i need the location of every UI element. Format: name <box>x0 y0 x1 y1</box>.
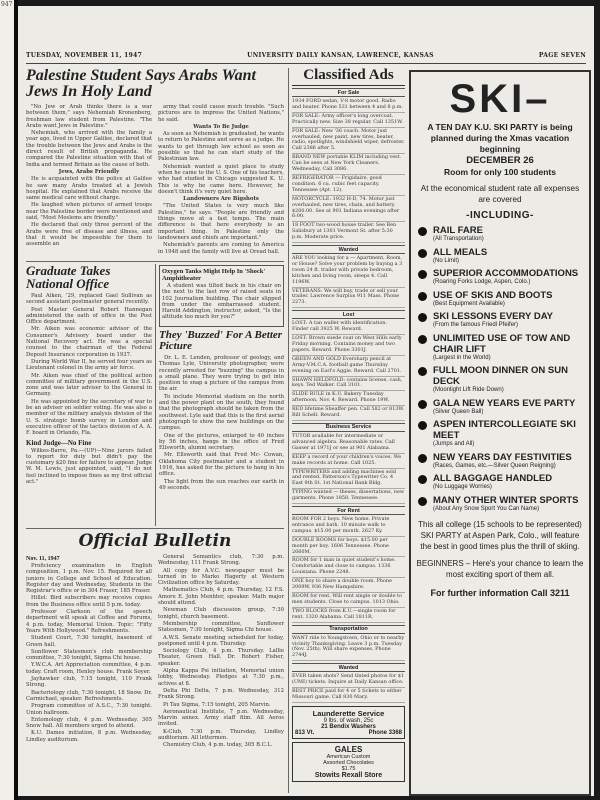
palestine-paragraph: Nehemiah's parents are coming to America in 1948 and the family will live at Oread hall. <box>158 242 284 255</box>
palestine-paragraph: Jews, Arabs Friendly <box>58 168 120 175</box>
classified-ad: BRAND NEW portable KLIM including vest. Can be seen at New York Cleaners. Wednesday, Call 3086. <box>292 154 405 175</box>
palestine-column-1 <box>26 104 152 256</box>
palestine-paragraph: Wants To Be Judge <box>193 123 249 130</box>
palestine-headline: Palestine Student Says Arabs Want Jews In Holy Land <box>26 68 256 100</box>
ski-party-ad <box>409 70 591 796</box>
graduate-paragraph: Post Master General Robert Hannegan administered the oath of office in the Post Office department. <box>26 306 152 326</box>
classified-ad: ROOM for 1 man in quiet student's home. Comfortable and close to campus. 1336 Louisiana. Phone 2248. <box>292 557 405 578</box>
bullet-dot-icon <box>418 475 427 484</box>
buzzed-paragraph: To include Memorial stadium on the north and the power plant on the south, they found that the photograph should be taken from the southwest. Lyle said that this is the first aerial photograph to show the new buildings on the campus. <box>159 393 284 432</box>
palestine-paragraph: army that could cause much trouble. "Such pictures are to impress the United Nations," he said. <box>158 104 284 123</box>
classified-ads <box>292 68 405 794</box>
classified-ad: LOST: Brown suede coat on West Hills early Friday morning. Contains money and two papers. Reward. Phone 3301J. <box>292 335 405 356</box>
classified-section-heading: Business Service <box>292 423 405 432</box>
graduate-headline: Graduate Takes National Office <box>26 264 111 291</box>
classified-ad: GREEN AND GOLD Eversharp pencil at Army-V.M.C.A. football game Thursday evening on Earl's Aggie. Reward. Call 2701. <box>292 356 405 377</box>
palestine-paragraph: Nehemiah, who arrived with the family a year ago, lived in Upper Galilee, declared that the trouble between the Jews and Arabs is the direct result of British propaganda. He compared the Palestine situation with that of India and termed Britain as the cause of both. <box>26 130 152 168</box>
ski-feature <box>416 225 584 244</box>
palestine-paragraph: Landowners Are Bigshots <box>183 196 259 203</box>
classified-section-heading: Lost <box>292 310 405 319</box>
palestine-paragraph: He laughed when pictures of armed troops near the Palestine border were mentioned and said, "Most Moslems are friendly." <box>26 202 152 222</box>
buzzed-paragraph: The light from the sun reaches our earth in 49 seconds. <box>159 478 284 491</box>
classified-ad: TYPEWRITERS and adding machines sold and rented. Patterson's Typewriter Co. 4 East 9th St. 1st National Bank Bldg. <box>292 469 405 490</box>
bulletin-item: Pi Tau Sigma, 7:15 tonight, 205 Marvin. <box>163 701 271 708</box>
bulletin-item: Hillel: Bird subscribers may receive copies from the Business office until 5 p.m. today. <box>26 595 152 608</box>
palestine-paragraph: As soon as Nehemiah is graduated, he wants to return to Palestine and serve as a judge. He wants to get through law school as soon as possible so that he can start study of the Palestinian law. <box>158 131 284 163</box>
buzzed-headline: They 'Buzzed' For A Better Picture <box>159 330 283 352</box>
ski-feature-title: FULL MOON DINNER ON SUN DECK <box>433 365 568 387</box>
ski-features <box>416 225 584 513</box>
graduate-paragraph: During World War II, he served four years as Lieutenant colonel in the army air force. <box>26 358 152 372</box>
classified-ad: SHAWN HELDFOLD: contains license, cash, keys. Ted Walker. Call 3101. <box>292 377 405 392</box>
bulletin-item: Aeronautical Institute, 7 p.m. Wednesday, Marvin annex. Army staff film. All Aeros invited. <box>158 708 284 728</box>
graduate-story <box>26 264 152 526</box>
ski-feature-subtitle: (Silver Queen Ball) <box>433 408 484 415</box>
ski-feature <box>416 473 584 492</box>
newspaper-page <box>18 6 594 796</box>
ski-feature-subtitle: (Largest in the World) <box>433 354 491 361</box>
masthead-page: PAGE SEVEN <box>538 52 586 59</box>
ski-feature-subtitle: (From the famous Friedl Pfeifer) <box>433 322 519 328</box>
ski-feature <box>416 495 584 514</box>
ski-feature <box>416 268 584 287</box>
palestine-paragraph: "The United States is very much like Palestine," he says. "People are friendly and things move at a fast tempo. The main difference is that here everybody is an important thing. In Palestine only the landowners and chiefs are important." <box>158 203 284 241</box>
official-bulletin <box>26 531 284 793</box>
ski-feature <box>416 333 584 363</box>
classified-ad: 1934 FORD sedan, V-8 motor good. Radio and heater. Phone 531 between 4 and 8 p.m. <box>292 98 405 113</box>
bullet-dot-icon <box>418 454 427 463</box>
bulletin-item: General Semantics club, 7:30 p.m. Wednesday, 111 Frank Strong. <box>158 554 284 567</box>
launderette-street: 813 Vt. <box>295 729 315 736</box>
ski-feature <box>416 398 584 417</box>
bullet-dot-icon <box>418 227 427 236</box>
bulletin-item: Chemistry Club, 4 p.m. today, 305 B.C.L. <box>163 742 273 749</box>
ski-feature <box>416 452 584 471</box>
ski-feature-title: RAIL FARE <box>433 225 483 236</box>
bulletin-title: Official Bulletin <box>78 531 232 551</box>
gales-price: $1.75 <box>341 765 356 772</box>
bulletin-item: Proficiency examination in English composition, 1 p.m. Nov. 15. Required for all juniors in College and School of Education. Register day and Wednesday, Students in the Registrar's office or in 304 Fraser, 185 Fraser. <box>26 563 152 595</box>
bulletin-item: Newman Club discussion group, 7:30 tonight, church basement. <box>158 607 284 620</box>
bullet-dot-icon <box>418 313 427 322</box>
classified-ad: ROOM FOR 2 boys. New home. Private entrance and bath. 10 minute walk to campus. $15.00 per month. 2627 Ky. <box>292 516 405 537</box>
palestine-paragraph: "No Jew or Arab thinks there is a war between them," says Nehemiah Kronenberg, freshman law student from Palestine. "The Arabs want Jews in Palestine." <box>26 104 152 129</box>
classified-sections <box>292 88 405 703</box>
classified-title: Classified Ads <box>292 68 405 86</box>
classified-ad: ROOM for rent. Will rent single or double to men students. Close to campus. 1013 Ohio. <box>292 593 405 608</box>
ski-feature-title: SKI LESSONS EVERY DAY <box>433 311 554 322</box>
masthead <box>26 52 586 64</box>
bulletin-item: Sunflower Statesmen's club membership committee, 7:30 tonight, Sigma Chi house. <box>26 648 152 662</box>
ski-feature-subtitle: (Jumps and All) <box>433 441 475 447</box>
gales-line2: Assorted Chocolates <box>323 759 374 766</box>
launderette-price: 9 lbs. of wash, 25c <box>323 717 374 724</box>
buzzed-story <box>159 330 284 526</box>
gales-ad <box>292 742 405 782</box>
oxygen-headline: Oxygen Tanks Might Help In 'Shock' Amphitheater <box>162 268 266 282</box>
masthead-date: TUESDAY, NOVEMBER 11, 1947 <box>26 52 143 59</box>
launderette-address: 21 Bendix Washers <box>321 723 376 730</box>
bulletin-item: Alpha Kappa Psi initiation, Memorial union lobby, Wednesday. Pledges at 7:30 p.m., actives at 8. <box>158 668 284 687</box>
classified-ad: MOTORCYCLE: 1932 H-D, 74. Motor just overhauled, new tires, chain, and battery. $200.00. See at 901 Indiana evenings after 6:00. <box>292 196 405 223</box>
graduate-paragraph: Paul Aiken, '29, replaced Gael Sullivan as second assistant postmaster general recently. <box>26 293 152 306</box>
gutter-fragment: 947 <box>1 1 13 8</box>
bulletin-item: K-Club, 7:30 p.m. Thursday, Lindley auditorium. All lettermen. <box>158 728 284 742</box>
gales-line1: American Custom <box>326 753 371 760</box>
launderette-name: Launderette Service <box>312 708 385 718</box>
ski-feature-subtitle: (About Any Snow Sport You Can Name) <box>433 505 540 512</box>
ski-beginners: BEGINNERS – Here's your chance to learn the most exciting sport of them all. <box>416 559 584 579</box>
oxygen-text: A student was tilted back in his chair on the next to the last row of raised seats in 102 Journalism building. The chair slipped from under the embarrassed student. Harold Addington, instructor, asked, "Is the altitude too much for you?" <box>162 283 281 321</box>
classified-section-heading: Transportation <box>292 625 405 634</box>
oxygen-story <box>159 265 284 327</box>
palestine-story <box>26 68 284 260</box>
bullet-dot-icon <box>418 292 427 301</box>
bulletin-item: Membership committee, Sunflower Statesmen, 7:30 tonight, Sigma Chi house. <box>158 620 284 634</box>
ski-feature <box>416 290 584 309</box>
bulletin-column-2 <box>158 554 284 750</box>
launderette-ad <box>292 706 405 739</box>
classified-ad: REFRIGERATOR — Frigidaire, good condition. 6 cu. cubic feet capacity. Tennessee (Apt. 12). <box>292 175 405 196</box>
ski-feature-subtitle: (Races, Games, etc.—Silver Queen Reigning) <box>433 462 556 469</box>
kind-judge-headline: Kind Judge—No Fine <box>26 438 92 447</box>
ski-feature-title: UNLIMITED USE OF TOW AND CHAIR LIFT <box>433 332 571 355</box>
ski-feature-subtitle: (Roaring Forks Lodge, Aspen, Colo.) <box>433 279 531 285</box>
ski-date: DECEMBER 26 <box>466 155 534 166</box>
ski-feature-subtitle: (No Luggage Worries) <box>433 484 492 490</box>
palestine-column-2 <box>158 104 284 256</box>
bullet-dot-icon <box>418 335 427 344</box>
ski-feature-title: SUPERIOR ACCOMMODATIONS <box>433 268 579 279</box>
classified-ad: VETERANS: We will buy, trade or sell your trailer. Lawrence Surplus 911 Mass. Phone 2273. <box>292 288 405 309</box>
gales-name: GALES <box>334 744 363 754</box>
bulletin-item: Sociology Club, 4 p.m. Thursday. Lallie Theater, Green Hall. Dr. Robert Fisher, speaker. <box>158 648 284 667</box>
ski-feature <box>416 247 584 266</box>
classified-section-heading: Wanted <box>292 663 405 672</box>
classified-section-heading: Wanted <box>292 245 405 254</box>
ski-feature <box>416 419 584 449</box>
ski-limit: Room for only 100 students <box>444 167 556 177</box>
buzzed-paragraph: Dr. L. E. Lenden, professor of geology, and Thomas Lyle, University photographer, were recently arrested for "buzzing" the campus in a small plane. They were trying to get into position to snap a picture of the campus from the air. <box>159 355 284 393</box>
classified-ad: FOR SALE: New '36 coach. Motor just overhauled, new paint, new tires, heater, radio, spotlights, windshield wiper, defroster. Call 2386 after 5. <box>292 128 405 155</box>
ski-feature <box>416 311 584 330</box>
ski-feature-title: MANY OTHER WINTER SPORTS <box>433 494 579 506</box>
graduate-paragraph: He was appointed by the secretary of war to be an adviser on soldier voting. He was also a member of the military analysis division of the U. S. strategic bomb survey in London and executive officer of the tactics division of A. A. F. board in Orlando, Fla. <box>26 398 152 437</box>
classified-ad: RED lifetime Sheaffer pen. Call 582 or 813W. Bill Schell. Reward. <box>292 406 405 421</box>
graduate-body <box>26 293 152 437</box>
bulletin-item: Y.W.C.A. Art Appreciation committee, 4 p.m. today. Craft room, Henley house. Frank Soyer. <box>26 662 152 675</box>
ski-feature-subtitle: (No Limit) <box>433 257 460 264</box>
classified-ad: BEST PRICE paid for 4 or 5 tickets to either Missouri game. Call 830 Mary. <box>292 688 405 703</box>
bulletin-item: Student Court, 7:30 tonight, basement of Green hall. <box>26 635 152 648</box>
ski-price: At the economical student rate all expenses are covered <box>420 184 580 204</box>
palestine-paragraph: He is acquainted with the police at Galilee he saw many Arabs treated at a Jewish hospital. He explained that Arabs receive the same medical care without charge. <box>26 176 152 202</box>
ski-feature-title: NEW YEARS DAY FESTIVITIES <box>433 451 572 463</box>
bulletin-item: Professor Clarkson of the speech department will speak at Coffee and Forums, 4 p.m. today, Memorial Union. Topic: "Fifty Years With Hollywood." Refreshments. <box>26 609 152 634</box>
classified-ad: WANT ride to Youngstown, Ohio or to nearby vicinity Thanksgiving. Leave 3 p.m. Tuesday (Nov. 25th). Will share expenses. Phone 2744J. <box>292 635 405 662</box>
classified-ad: EVER taken shots? Send tinted photos for $1 (UMI) tickets. Inquire at Daily Kansan office. <box>292 673 405 688</box>
bulletin-date: Nov. 11, 1947 <box>26 556 60 562</box>
bulletin-item: Delta Phi Delta, 7 p.m. Wednesday, 312 Frank Strong. <box>158 687 284 701</box>
bulletin-item: Entomology club, 4 p.m. Wednesday. 305 Snow hall. All members urged to attend. <box>26 716 152 730</box>
ski-including: -INCLUDING- <box>466 210 534 221</box>
ski-title: SKI– <box>449 77 551 121</box>
ski-feature-title: USE OF SKIS AND BOOTS <box>433 289 553 301</box>
classified-ad: FOR SALE: Army officer's long overcoat. Practically new. Size 38 regular. Call 1351W. <box>292 113 405 128</box>
graduate-paragraph: Mr. Aiken was economic advisor of the Consumer's Advisory board under the National Recovery act. He was a special counsel to the chairman of the Federal Deposit Insurance corporation in 1937. <box>26 326 152 358</box>
ski-feature-title: ALL BAGGAGE HANDLED <box>433 473 553 484</box>
classified-ad: TYPING wanted — theses, dissertations, new garments. Phone 1858. Tennessee. <box>292 489 405 504</box>
ski-feature-subtitle: (Best Equipment Available) <box>433 300 505 307</box>
ski-feature-subtitle: (Moonlight Lift Ride Down) <box>433 387 504 393</box>
bullet-dot-icon <box>418 367 427 376</box>
masthead-paper: UNIVERSITY DAILY KANSAN, LAWRENCE, KANSAS <box>247 52 434 59</box>
bulletin-column-1 <box>26 563 152 743</box>
classified-ad: DOUBLE ROOMS for boys. $15.00 per month per boy. 1606 Tennessee. Phone 2660M. <box>292 537 405 558</box>
kind-judge-text: Wilkes-Barre, Pa.—(UP)—Nine jurors failed to report for duty but didn't pay the customary $20 fine for failure to appear. Judge W. M. Lewis, just appointed, said, "I do not feel inclined to impose fines as my first official act." <box>26 447 152 486</box>
buzzed-body <box>159 355 284 491</box>
ski-feature-title: ALL MEALS <box>433 246 488 258</box>
bulletin-item: All copy for A.V.C. newspaper must be turned in to Marko Hagerty at Western Civilization office by Saturday. <box>158 567 284 587</box>
classified-ad: 18 FOOT two-wood house trailer. See Ben Salisbury at 1301 Vermont St. after 5:30 p.m. Moderate price. <box>292 222 405 243</box>
classified-ad: LOST: A tan wallet with identification. Finder call 3925 W. Reward. <box>292 320 405 335</box>
buzzed-paragraph: Mr. Ellsworth said that Fred Mc- Cowan, Oklahoma City postmaster and a student in 1916, has asked for the picture to hang in his office. <box>159 452 284 478</box>
bullet-dot-icon <box>418 400 427 409</box>
launderette-phone: Phone 3368 <box>368 729 402 736</box>
bullet-dot-icon <box>418 270 427 279</box>
bullet-dot-icon <box>418 421 427 430</box>
ski-feature-subtitle: (All Transportation) <box>433 236 484 242</box>
classified-section-heading: For Rent <box>292 506 405 515</box>
ski-feature-title: ASPEN INTERCOLLEGIATE SKI MEET <box>433 419 576 441</box>
ski-feature-title: GALA NEW YEARS EVE PARTY <box>433 397 576 409</box>
palestine-paragraph: Nehemiah wanted a quiet place to study when he came to the U. S. One of his teachers, who had studied in Chicago suggested K. U. This is why he came here. However, he doesn't think it's very quiet here. <box>158 163 284 195</box>
gales-store: Stowits Rexall Store <box>314 771 383 779</box>
bulletin-item: Jayhawker club, 7:15 tonight, 110 Frank Strong. <box>26 676 152 689</box>
bulletin-item: Mathematics Club, 4 p.m. Thursday, 12 F.S. Amore E. John Menhter, speaker. Math major should attend. <box>158 587 284 607</box>
ski-intro: A TEN DAY K.U. SKI PARTY is being planned during the Xmas vacation beginning <box>427 122 573 154</box>
bulletin-item: Program committee of A.S.C., 7:30 tonight. Union ballroom. <box>26 703 152 716</box>
ski-feature <box>416 365 584 395</box>
ski-call: For further information Call 3211 <box>430 588 570 598</box>
classified-ad: ARE YOU looking for a — Apartment, Room, or House? Solve your problem by buying a 3 room 24 ft. trailer with private bedroom, kitchen and living room, sleeps 4. Call 1196W. <box>292 255 405 288</box>
bullet-dot-icon <box>418 249 427 258</box>
classified-ad: TWO BLOCKS from K.U.—single room for rent. 1320 Alabama. Call 1811R. <box>292 608 405 623</box>
classified-section-heading: For Sale <box>292 88 405 97</box>
palestine-paragraph: He declared that only three percent of the Arabs were free of disease and illness, and that it would be impossible for them to assemble an <box>26 222 152 248</box>
buzzed-paragraph: One of the pictures, enlarged to 40 inches by 56 inches, hangs in the office of Fred Ellsworth, alumni secretary. <box>159 432 284 452</box>
page-edge <box>0 0 18 800</box>
bulletin-item: Bacteriology club, 7:30 tonight, 18 Snow. Dr. Carmichael, speaker. Refreshments. <box>26 689 152 702</box>
classified-ad: TUTOR available for intermediate or advanced algebra. Reasonable rates. Call Gasser at 1971J or see at 901 Alabama. <box>292 433 405 454</box>
bulletin-item: K.U. Dames initiation, 8 p.m. Wednesday, Lindley auditorium. <box>26 730 152 743</box>
classified-ad: SLIDE RULE in K.U. Bakery Tuesday afternoon, Nov. 4. Reward. Phone 19W. <box>292 391 405 406</box>
classified-ad: ONE boy to share a double room. Phone 2009W. 936 New Hampshire. <box>292 578 405 593</box>
graduate-paragraph: Mr. Aiken was chief of the political action committee of military government in the U.S. zone and was later adviser to the General in Germany. <box>26 372 152 398</box>
bullet-dot-icon <box>418 497 427 506</box>
classified-ad: KEEP a record of your children's voices. We make records at home. Call 1025. <box>292 454 405 469</box>
ski-closing: This all college (15 schools to be represented) SKI PARTY at Aspen Park, Colo., will feature the best in good times plus the thrill of skiing. <box>418 520 582 551</box>
bulletin-item: A.W.S. Senate meeting scheduled for today, postponed until 4 p.m. Thursday. <box>158 634 284 647</box>
